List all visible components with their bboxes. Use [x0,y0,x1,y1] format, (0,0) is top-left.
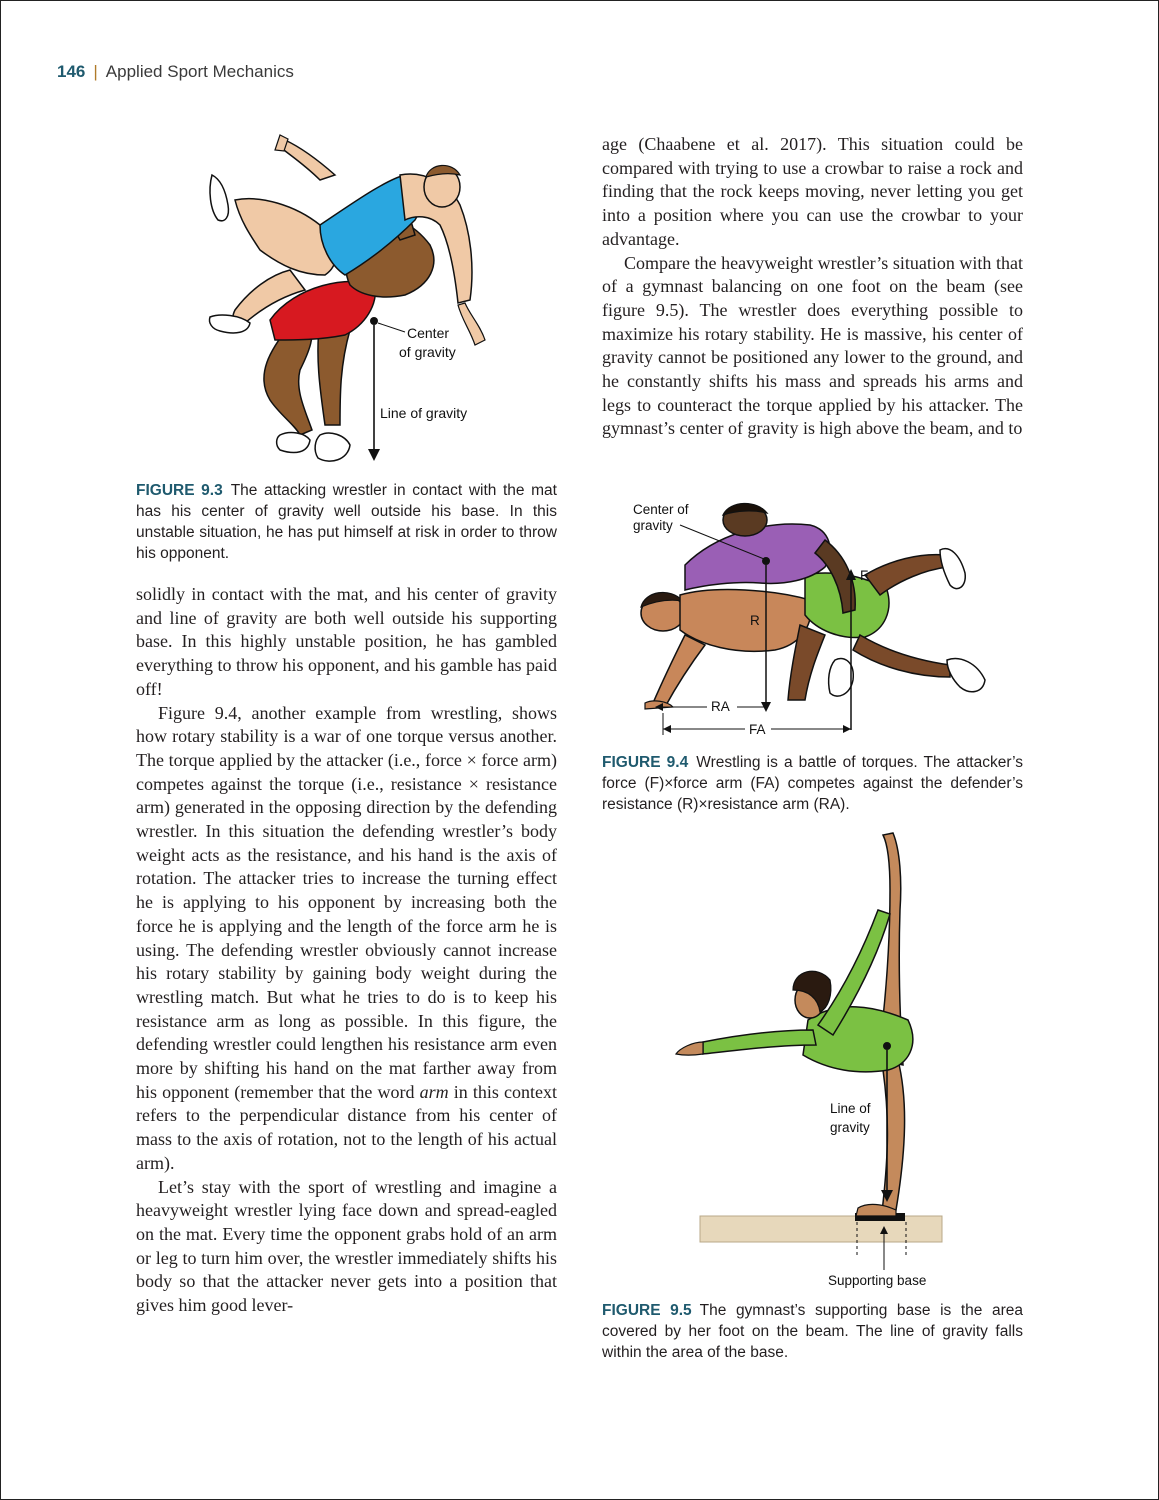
center-of-gravity-dot [370,317,378,325]
line-of-gravity-arrowhead [368,449,380,461]
defender-shoe-top [210,175,228,221]
attacker-shoe-back [947,659,985,692]
attacker-shoe-front [829,659,854,697]
paragraph: age (Chaabene et al. 2017). This situation could be compared with trying to use a crowbar to raise a rock and finding that the rock keeps moving, never letting you get into a position where you can use the crowbar to your advantage. [602,134,1023,249]
caption-text: The gymnast’s supporting base is the area covered by her foot on the beam. The line of gravity falls within the area of the base. [602,1302,1023,1361]
attacker-leg-back [264,325,312,435]
attacker-shoe-right [315,433,350,461]
label-gravity: gravity [830,1120,870,1135]
label-supporting-base: Supporting base [828,1273,927,1288]
label-r: R [750,613,760,628]
gymnast-hand [676,1042,703,1055]
gymnast-extended-arm [703,1030,816,1054]
fa-arrow-left [663,725,671,733]
paragraph-text-end: in this context refers to the perpendicular distance from his center of mass to the axis of rotation, not to the length of his actual arm). [136,1081,557,1173]
paragraph: Compare the heavyweight wrestler’s situation with that of a gymnast balancing on one foot on the beam (see figure 9.5). The wrestler does everything possible to maximize his rotary stability. He is massive, his center of gravity cannot be positioned any lower to the ground, and he constantly shifts his mass and spreads his arms and legs to counteract the torque applied by his attacker. The gymnast’s center of gravity is high above the beam, and to [602,252,1023,439]
paragraph [136,702,557,1176]
figure-9-3-caption [136,480,557,564]
label-ra: RA [711,699,730,714]
label-of-gravity: of gravity [399,344,456,360]
gymnast-standing-leg [882,1060,905,1212]
label-fa: FA [749,722,766,737]
label-f: F [860,568,869,583]
paragraph: solidly in contact with the mat, and his center of gravity and line of gravity are both well outside his supporting base. In this highly unstable position, he has gambled everything to throw his opponent, and his gamble has paid off! [136,584,557,699]
right-column-text [602,133,1023,441]
figure-9-5-illustration [668,830,958,1290]
figure-9-5-caption [602,1300,1023,1363]
emphasis: arm [419,1081,449,1102]
figure-label: FIGURE 9.5 [602,1302,692,1319]
attacker-shoe-left [277,433,310,453]
caption-text: Wrestling is a battle of torques. The attacker’s force (F)×force arm (FA) competes against the defender’s resistance (R)×resistance arm (RA). [602,754,1023,813]
label-center-of: Center of [633,502,689,517]
fa-arrow-right [843,725,851,733]
attacker-leg-right [865,555,947,595]
label-line-of-gravity: Line of gravity [380,405,468,421]
label-line-of: Line of [830,1101,871,1116]
defender-arm [653,635,705,707]
label-gravity: gravity [633,518,673,533]
figure-9-4-illustration [625,495,1005,745]
center-of-gravity-dot [883,1042,891,1050]
figure-label: FIGURE 9.4 [602,754,689,771]
paragraph: Let’s stay with the sport of wrestling and imagine a heavyweight wrestler lying face down and spread-eagled on the mat. Every time the opponent grabs hold of an arm or leg to turn him over, the wrestler immediately shifts his body so that the attacker never gets into a position that gives him good lever- [136,1176,557,1316]
running-head [57,62,294,82]
attacker-shoe-top [940,549,965,589]
label-center: Center [407,325,450,341]
figure-9-4-caption [602,752,1023,815]
page-number: 146 [57,62,86,81]
book-title: Applied Sport Mechanics [105,62,294,81]
defender-hanging-hand [458,303,485,345]
figure-9-3-illustration [200,125,500,475]
figure-label: FIGURE 9.3 [136,482,223,499]
caption-text: The attacking wrestler in contact with the mat has his center of gravity well outside his base. In this unstable situation, he has put himself at risk in order to throw his opponent. [136,482,557,562]
attacker-leg-lower [853,635,950,677]
header-separator: | [93,62,98,81]
pointer-line [378,323,405,332]
left-column-text [136,583,557,1318]
paragraph-text: Figure 9.4, another example from wrestling, shows how rotary stability is a war of one torque versus another. The torque applied by the attacker (i.e., force × force arm) competes against the torque (i.e., resistance × resistance arm) generated in the opposing direction by the defending wrestler. In this situation the defending wrestler’s body weight acts as the resistance, and his hand is the axis of rotation. The attacker tries to increase the turning effect he is applying to his opponent by increasing both the force he is applying and the length of the force arm he is using. The defending wrestler obviously cannot increase his rotary stability by gaining body weight during the wrestling match. But what he tries to do is to keep his resistance arm as long as possible. In this figure, the defending wrestler could lengthen his resistance arm even more by shifting his hand on the mat farther away from his opponent (remember that the word [136,702,557,1102]
gymnast-leotard [803,1007,913,1072]
defender-arm [280,140,335,180]
